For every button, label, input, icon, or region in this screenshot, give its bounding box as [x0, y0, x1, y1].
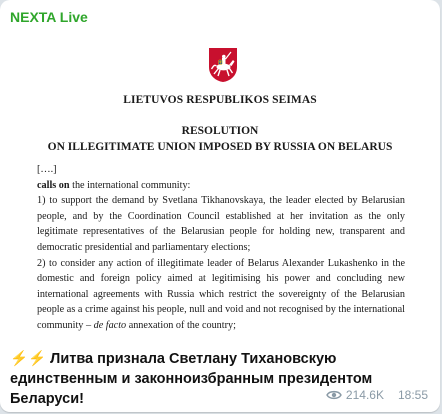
calls-on-rest: the international community:	[69, 179, 191, 191]
document-calls-on	[37, 178, 405, 194]
item2-italic: de facto	[93, 319, 127, 331]
lithuania-coat-of-arms-icon	[208, 47, 238, 83]
post-meta	[326, 388, 428, 402]
document-heading: RESOLUTION	[181, 125, 259, 137]
lightning-emoji: ⚡⚡	[10, 351, 47, 367]
post-image-document[interactable]	[0, 31, 440, 345]
caption-text: Литва признала Светлану Тихановскую единственным и законноизбранным президентом Беларуси!	[10, 351, 373, 407]
document-institution: LIETUVOS RESPUBLIKOS SEIMAS	[123, 94, 317, 106]
channel-name[interactable]: NEXTA Live	[10, 9, 88, 25]
document-body	[37, 162, 405, 334]
item2-end: annexation of the country;	[126, 319, 236, 331]
item2-main: 2) to consider any action of illegitimate leader of Belarus Alexander Lukashenko in the domestic and foreign policy aimed at legitimising his power and concluding new international agreements with Russia which restrict the sovereignty of the Belarusian people as a crime against his people, null and void and not recognised by the international community –	[37, 257, 405, 331]
document-item-1: 1) to support the demand by Svetlana Tikhanovskaya, the leader elected by Belarusian people, and by the Coordination Council established at her invitation as the only legitimate representatives of the Belarusian people for holding new, transparent and democratic presidential and parliamentary elections;	[37, 195, 405, 253]
document-item-2	[37, 256, 405, 334]
eye-icon	[326, 389, 342, 401]
document-subheading: ON ILLEGITIMATE UNION IMPOSED BY RUSSIA ON BELARUS	[47, 141, 393, 153]
view-count: 214.6K	[345, 388, 384, 402]
document-ellipsis: [….]	[37, 164, 57, 175]
calls-on-bold: calls on	[37, 179, 70, 191]
post-time: 18:55	[397, 388, 428, 402]
